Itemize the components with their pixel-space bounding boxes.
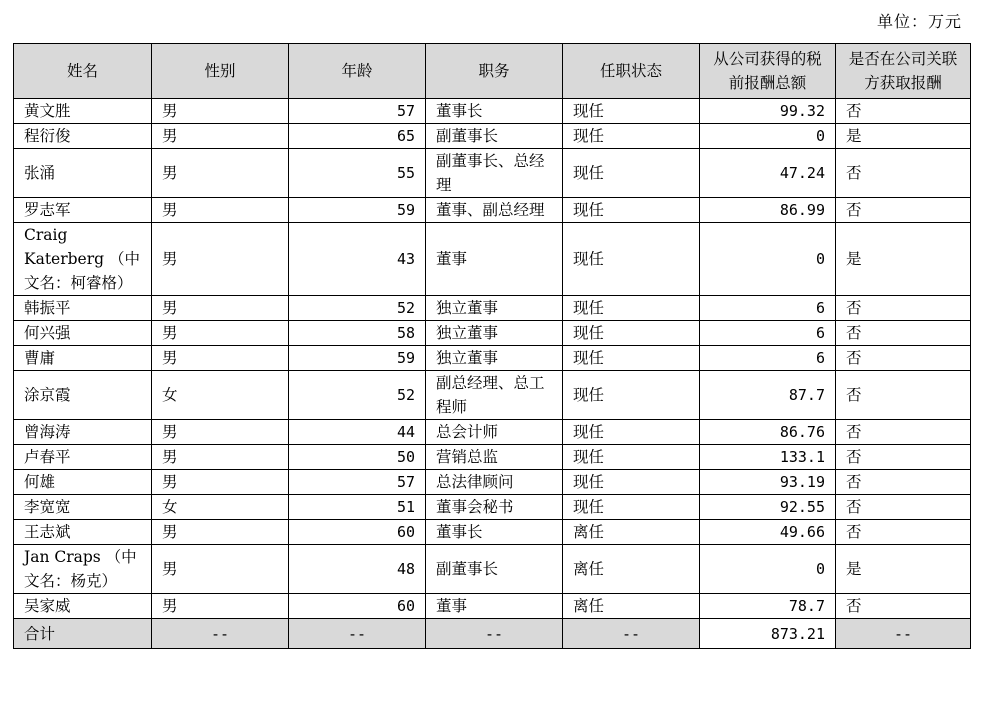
cell-gender: 男 <box>152 545 289 594</box>
cell-position: 董事 <box>426 594 563 619</box>
total-related: -- <box>836 619 971 649</box>
cell-status: 现任 <box>563 124 700 149</box>
total-label: 合计 <box>14 619 152 649</box>
cell-age: 60 <box>289 594 426 619</box>
cell-gender: 男 <box>152 470 289 495</box>
cell-gender: 男 <box>152 99 289 124</box>
cell-gender: 女 <box>152 495 289 520</box>
cell-related: 否 <box>836 594 971 619</box>
cell-age: 59 <box>289 198 426 223</box>
cell-related: 否 <box>836 296 971 321</box>
cell-age: 44 <box>289 420 426 445</box>
header-row <box>14 44 971 99</box>
cell-name: 何兴强 <box>14 321 152 346</box>
cell-name: 罗志军 <box>14 198 152 223</box>
cell-position: 副董事长、总经理 <box>426 149 563 198</box>
cell-name: 何雄 <box>14 470 152 495</box>
cell-related: 否 <box>836 198 971 223</box>
cell-gender: 男 <box>152 223 289 296</box>
cell-age: 58 <box>289 321 426 346</box>
table-row <box>14 594 971 619</box>
cell-gender: 男 <box>152 594 289 619</box>
cell-related: 否 <box>836 470 971 495</box>
cell-gender: 男 <box>152 321 289 346</box>
unit-label: 单位：万元 <box>876 12 962 31</box>
cell-position: 总会计师 <box>426 420 563 445</box>
cell-pay: 0 <box>700 545 836 594</box>
total-row <box>14 619 971 649</box>
cell-gender: 男 <box>152 420 289 445</box>
cell-status: 离任 <box>563 545 700 594</box>
table-row <box>14 520 971 545</box>
table-row <box>14 321 971 346</box>
header-name: 姓名 <box>14 44 152 99</box>
cell-age: 60 <box>289 520 426 545</box>
cell-related: 否 <box>836 346 971 371</box>
cell-name: 卢春平 <box>14 445 152 470</box>
cell-pay: 49.66 <box>700 520 836 545</box>
cell-pay: 93.19 <box>700 470 836 495</box>
cell-pay: 6 <box>700 321 836 346</box>
cell-gender: 男 <box>152 149 289 198</box>
cell-status: 离任 <box>563 520 700 545</box>
table-row <box>14 495 971 520</box>
cell-name: 程衍俊 <box>14 124 152 149</box>
cell-gender: 男 <box>152 124 289 149</box>
cell-related: 是 <box>836 223 971 296</box>
cell-position: 董事会秘书 <box>426 495 563 520</box>
cell-position: 独立董事 <box>426 296 563 321</box>
cell-related: 否 <box>836 321 971 346</box>
cell-status: 现任 <box>563 99 700 124</box>
cell-age: 52 <box>289 296 426 321</box>
total-pay: 873.21 <box>700 619 836 649</box>
cell-related: 否 <box>836 445 971 470</box>
cell-position: 独立董事 <box>426 321 563 346</box>
cell-position: 董事 <box>426 223 563 296</box>
cell-age: 52 <box>289 371 426 420</box>
table-row <box>14 223 971 296</box>
cell-name: Jan Craps （中文名：杨克） <box>14 545 152 594</box>
cell-age: 59 <box>289 346 426 371</box>
cell-age: 57 <box>289 99 426 124</box>
cell-age: 43 <box>289 223 426 296</box>
header-related: 是否在公司关联方获取报酬 <box>836 44 971 99</box>
cell-gender: 女 <box>152 371 289 420</box>
table-row <box>14 545 971 594</box>
cell-pay: 0 <box>700 223 836 296</box>
table-row <box>14 198 971 223</box>
header-position: 职务 <box>426 44 563 99</box>
cell-age: 51 <box>289 495 426 520</box>
table-row <box>14 371 971 420</box>
cell-name: 李宽宽 <box>14 495 152 520</box>
cell-position: 副董事长 <box>426 545 563 594</box>
cell-position: 董事长 <box>426 99 563 124</box>
cell-related: 是 <box>836 545 971 594</box>
cell-gender: 男 <box>152 296 289 321</box>
cell-name: 吴家威 <box>14 594 152 619</box>
cell-gender: 男 <box>152 346 289 371</box>
cell-status: 现任 <box>563 321 700 346</box>
cell-related: 否 <box>836 420 971 445</box>
cell-status: 现任 <box>563 149 700 198</box>
cell-status: 现任 <box>563 445 700 470</box>
cell-related: 是 <box>836 124 971 149</box>
cell-age: 55 <box>289 149 426 198</box>
cell-position: 董事长 <box>426 520 563 545</box>
cell-pay: 92.55 <box>700 495 836 520</box>
cell-name: 张涌 <box>14 149 152 198</box>
table-row <box>14 124 971 149</box>
cell-pay: 86.76 <box>700 420 836 445</box>
cell-related: 否 <box>836 495 971 520</box>
cell-related: 否 <box>836 149 971 198</box>
cell-status: 现任 <box>563 470 700 495</box>
cell-pay: 86.99 <box>700 198 836 223</box>
cell-pay: 133.1 <box>700 445 836 470</box>
table-row <box>14 420 971 445</box>
table-row <box>14 346 971 371</box>
cell-gender: 男 <box>152 445 289 470</box>
cell-gender: 男 <box>152 520 289 545</box>
cell-pay: 78.7 <box>700 594 836 619</box>
table-row <box>14 296 971 321</box>
cell-status: 现任 <box>563 223 700 296</box>
cell-status: 现任 <box>563 420 700 445</box>
cell-status: 现任 <box>563 495 700 520</box>
table-row <box>14 470 971 495</box>
cell-related: 否 <box>836 520 971 545</box>
cell-related: 否 <box>836 371 971 420</box>
total-status: -- <box>563 619 700 649</box>
cell-name: 涂京霞 <box>14 371 152 420</box>
total-age: -- <box>289 619 426 649</box>
cell-pay: 0 <box>700 124 836 149</box>
cell-name: 王志斌 <box>14 520 152 545</box>
cell-position: 董事、副总经理 <box>426 198 563 223</box>
header-pay: 从公司获得的税前报酬总额 <box>700 44 836 99</box>
cell-position: 独立董事 <box>426 346 563 371</box>
total-position: -- <box>426 619 563 649</box>
cell-name: 曾海涛 <box>14 420 152 445</box>
cell-age: 50 <box>289 445 426 470</box>
table-row <box>14 149 971 198</box>
cell-status: 现任 <box>563 371 700 420</box>
cell-pay: 47.24 <box>700 149 836 198</box>
cell-pay: 87.7 <box>700 371 836 420</box>
header-age: 年龄 <box>289 44 426 99</box>
header-gender: 性别 <box>152 44 289 99</box>
cell-gender: 男 <box>152 198 289 223</box>
cell-position: 总法律顾问 <box>426 470 563 495</box>
cell-related: 否 <box>836 99 971 124</box>
compensation-table <box>13 43 971 649</box>
cell-position: 副董事长 <box>426 124 563 149</box>
cell-position: 营销总监 <box>426 445 563 470</box>
cell-age: 57 <box>289 470 426 495</box>
table-row <box>14 445 971 470</box>
cell-name: 曹庸 <box>14 346 152 371</box>
table-row <box>14 99 971 124</box>
cell-status: 现任 <box>563 296 700 321</box>
header-status: 任职状态 <box>563 44 700 99</box>
cell-position: 副总经理、总工程师 <box>426 371 563 420</box>
cell-name: 黄文胜 <box>14 99 152 124</box>
cell-age: 48 <box>289 545 426 594</box>
cell-age: 65 <box>289 124 426 149</box>
cell-status: 现任 <box>563 198 700 223</box>
cell-name: 韩振平 <box>14 296 152 321</box>
cell-pay: 99.32 <box>700 99 836 124</box>
cell-status: 离任 <box>563 594 700 619</box>
total-gender: -- <box>152 619 289 649</box>
cell-pay: 6 <box>700 346 836 371</box>
cell-status: 现任 <box>563 346 700 371</box>
cell-pay: 6 <box>700 296 836 321</box>
cell-name: Craig Katerberg （中文名：柯睿格） <box>14 223 152 296</box>
